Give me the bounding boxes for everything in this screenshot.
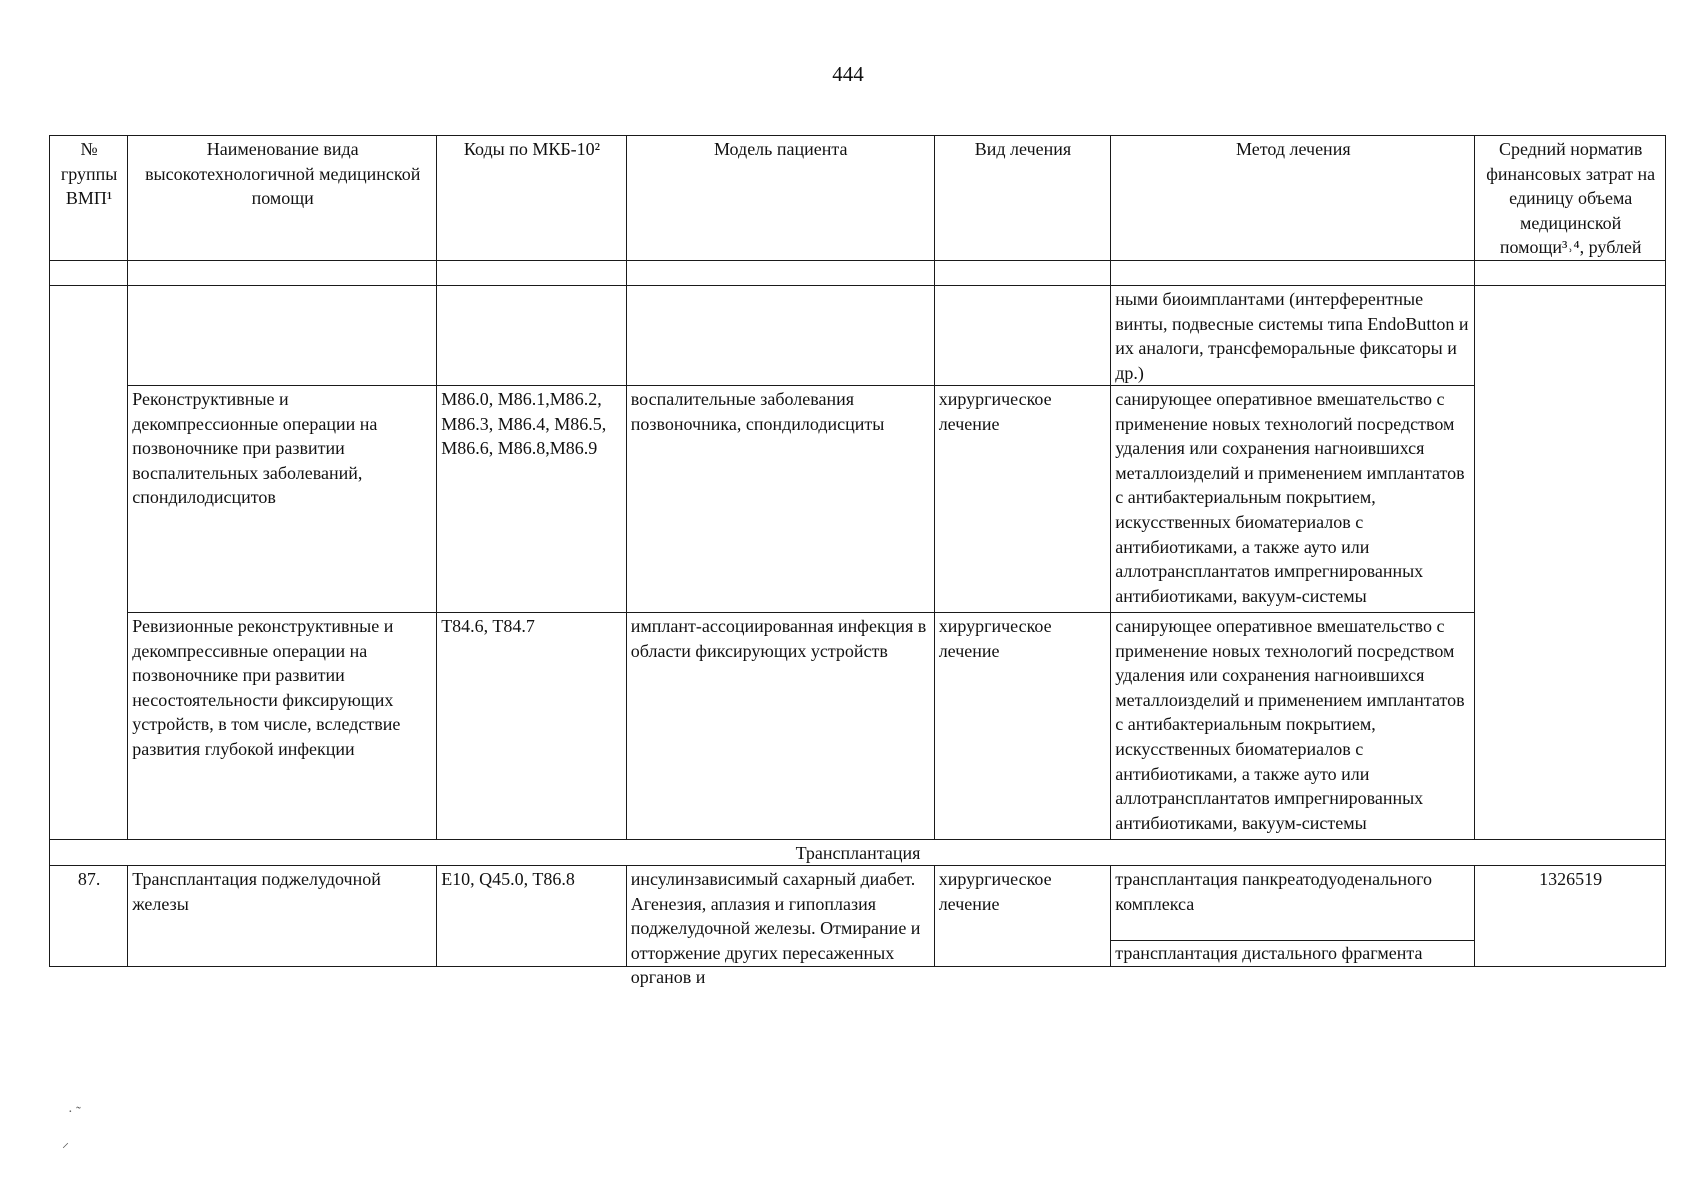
treatment-type: хирургическое лечение [934, 612, 1111, 839]
table-row [50, 865, 1666, 966]
page-number: 444 [832, 62, 864, 86]
treatment-method-1: трансплантация панкреатодуоденального комплекса [1111, 867, 1474, 941]
header-patient-model: Модель пациента [626, 136, 934, 261]
treatment-method: санирующее оперативное вмешательство с применение новых технологий посредством удаления или сохранения нагноившихся металлоизделий и применением имплантатов с антибактериальным покрытием, искусственных биоматериалов с антибиотиками, а также ауто или аллотрансплантатов импрегнированных антибиотиками, вакуум-системы [1111, 612, 1475, 839]
treatment-method-2: трансплантация дистального фрагмента [1115, 942, 1423, 963]
treatment-method [1111, 865, 1475, 966]
cost-value: 1326519 [1475, 865, 1666, 966]
treatment-type: хирургическое лечение [934, 865, 1111, 966]
header-icd-codes: Коды по МКБ-10² [437, 136, 627, 261]
vmp-name: Ревизионные реконструктивные и декомпрессивные операции на позвоночнике при развитии несостоятельности фиксирующих устройств, в том числе, вследствие развития глубокой инфекции [128, 612, 437, 839]
table-row [50, 385, 1666, 612]
method-continuation: ными биоимплантами (интерферентные винты, подвесные системы типа EndoButton и их аналоги, трансфеморальные фиксаторы и др.) [1111, 285, 1475, 385]
header-treatment-type: Вид лечения [934, 136, 1111, 261]
section-title: Трансплантация [50, 839, 1666, 865]
vmp-table [49, 135, 1666, 988]
treatment-method: санирующее оперативное вмешательство с применение новых технологий посредством удаления или сохранения нагноившихся металлоизделий и применением имплантатов с антибактериальным покрытием, искусственных биоматериалов с антибиотиками, а также ауто или аллотрансплантатов импрегнированных антибиотиками, вакуум-системы [1111, 385, 1475, 612]
table-row [50, 285, 1666, 385]
vmp-name: Реконструктивные и декомпрессионные операции на позвоночнике при развитии воспалительных заболеваний, спондилодисцитов [128, 385, 437, 612]
header-group-number: № группы ВМП¹ [50, 136, 128, 261]
table-header-row [50, 136, 1666, 261]
treatment-type: хирургическое лечение [934, 385, 1111, 612]
cost-cell-empty [1475, 285, 1666, 839]
group-number-cell-empty [50, 285, 128, 839]
patient-model: инсулинзависимый сахарный диабет. Агенезия, аплазия и гипоплазия поджелудочной железы. Отмирание и отторжение других пересаженных органов и [626, 865, 934, 966]
group-number: 87. [50, 865, 128, 966]
table-spacer-row [50, 260, 1666, 285]
table-row [50, 612, 1666, 839]
section-row [50, 839, 1666, 865]
patient-model: воспалительные заболевания позвоночника, спондилодисциты [626, 385, 934, 612]
header-treatment-method: Метод лечения [1111, 136, 1475, 261]
patient-model: имплант-ассоциированная инфекция в области фиксирующих устройств [626, 612, 934, 839]
header-vmp-name: Наименование вида высокотехнологичной медицинской помощи [128, 136, 437, 261]
icd-codes: T84.6, T84.7 [437, 612, 627, 839]
icd-codes: E10, Q45.0, T86.8 [437, 865, 627, 966]
scan-speck: · ˜ [68, 1105, 81, 1120]
scan-speck: ⸝ [62, 1136, 69, 1151]
vmp-name: Трансплантация поджелудочной железы [128, 865, 437, 966]
icd-codes: M86.0, M86.1,M86.2, M86.3, M86.4, M86.5, M86.6, M86.8,M86.9 [437, 385, 627, 612]
header-cost-norm: Средний норматив финансовых затрат на единицу объема медицинской помощи³˒⁴, рублей [1475, 136, 1666, 261]
